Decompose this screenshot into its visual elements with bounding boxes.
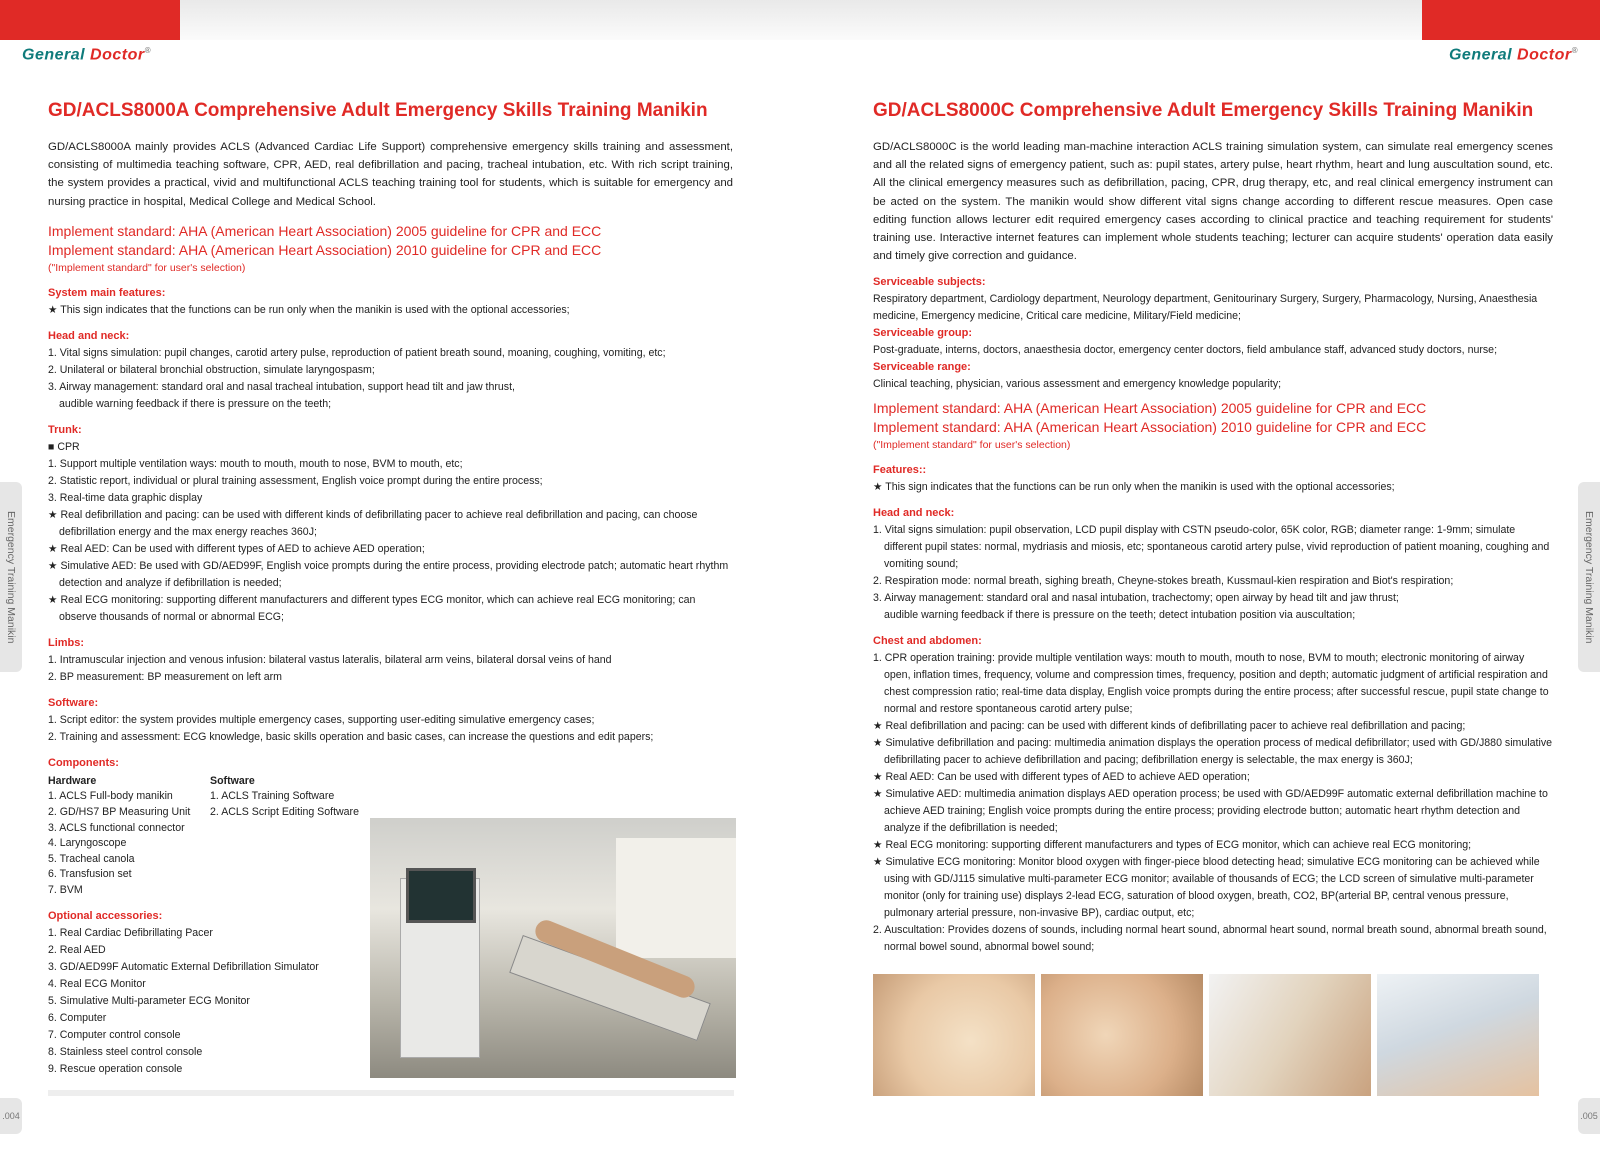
list-item: ★ This sign indicates that the functions can be run only when the manikin is used with the optional accessories; [48,303,570,316]
procedure-photo-strip [873,974,1539,1096]
section-heading: Head and neck: [48,329,130,342]
top-red-bar-left [0,0,180,40]
list-item: 1. ACLS Training Software [210,790,335,803]
section-heading: Trunk: [48,423,82,436]
list-item: ★ Simulative defibrillation and pacing: multimedia animation displays the operation process of medical defibrillator; used with GD/J880 simulative defibrillating pacer to achieve defibrillation and pacing; defibrillation energy is selectable, the max energy is 360J; [873,737,1553,767]
list-item: ★ Real AED: Can be used with different types of AED to achieve AED operation; [48,542,425,555]
logo-reg: ® [1571,46,1578,55]
list-item: Respiratory department, Cardiology department, Neurology department, Genitourinary Surgery, Surgery, Pharmacology, Nursing, Anaesthesia medicine, Emergency medicine, Critical care medicine, Military/Field medicine; [873,293,1538,323]
list-item: 2. Statistic report, individual or plural training assessment, English voice prompt during the entire process; [48,474,543,487]
section-heading: Serviceable subjects: [873,276,986,289]
manikin-training-photo [370,818,736,1078]
top-red-bar-right [1422,0,1600,40]
list-item: 1. CPR operation training: provide multiple ventilation ways: mouth to mouth, mouth to nose, BVM to mouth; electronic monitoring of airway open, inflation times, frequency, volume and compression times, frequency, position and depth; automatic judgment of artificial respiration and chest compression ratio; real-time data display, English voice prompts during the entire process; after successful rescue, pupil state change to normal and restore spontaneous carotid artery pulse; [873,652,1549,716]
section-heading: Features:: [873,464,927,477]
photo-wall [616,838,736,958]
list-item: 8. Stainless steel control console [48,1045,203,1058]
logo-general: General [1448,46,1513,64]
cpr-compression-photo [1041,974,1203,1096]
list-item: 1. Script editor: the system provides multiple emergency cases, supporting user-editing simulative emergency cases; [48,713,595,726]
list-item: 2. Respiration mode: normal breath, sighing breath, Cheyne-stokes breath, Kussmaul-kien respiration and Biot's respiration; [873,575,1454,588]
list-item: ★ Real AED: Can be used with different types of AED to achieve AED operation; [873,771,1250,784]
list-item: 3. ACLS functional connector [48,821,185,834]
list-item: 2. GD/HS7 BP Measuring Unit [48,806,191,818]
implement-standard-2010: Implement standard: AHA (American Heart Association) 2010 guideline for CPR and ECC [48,241,602,258]
page-title: GD/ACLS8000A Comprehensive Adult Emergency Skills Training Manikin [48,100,708,121]
list-item: ★ Real defibrillation and pacing: can be used with different kinds of defibrillating pacer to achieve real defibrillation and pacing, can choose defibrillation energy and the max energy reaches 360J; [48,508,698,538]
list-item: 1. ACLS Full-body manikin [48,790,173,803]
list-item: 1. Support multiple ventilation ways: mouth to mouth, mouth to nose, BVM to mouth, etc; [48,457,463,470]
standard-note: ("Implement standard" for user's selection) [48,261,246,274]
intro-paragraph: GD/ACLS8000A mainly provides ACLS (Advanced Cardiac Life Support) comprehensive emergency skills training and assessment, consisting of multimedia teaching software, CPR, AED, real defibrillation and pacing, tracheal intubation, etc. With rich script training, the system provides a practical, vivid and multifunctional ACLS teaching training tool for students, which is suitable for emergency and nursing practice in hospital, Medical College and Medical School. [48,141,733,208]
list-item: 4. Real ECG Monitor [48,977,146,990]
right-page [873,100,1553,956]
list-item: 3. GD/AED99F Automatic External Defibrillation Simulator [48,960,319,973]
logo-reg: ® [144,46,152,55]
list-item: 1. Vital signs simulation: pupil changes, carotid artery pulse, reproduction of patient breath sound, moaning, coughing, vomiting, etc; [48,346,666,359]
list-item: 7. Computer control console [48,1028,181,1041]
page-number-left: .004 [0,1098,22,1134]
section-heading: Components: [48,756,119,769]
intubation-photo [1377,974,1539,1096]
section-heading: System main features: [48,286,166,299]
page-title: GD/ACLS8000C Comprehensive Adult Emergency Skills Training Manikin [873,100,1534,121]
list-item: Clinical teaching, physician, various assessment and emergency knowledge popularity; [873,378,1282,391]
list-item: 2. Auscultation: Provides dozens of sounds, including normal heart sound, abnormal heart sound, normal breath sound, abnormal breath sound, normal bowel sound, abnormal bowel sound; [873,924,1547,954]
photo-monitor [406,868,476,923]
standard-note: ("Implement standard" for user's selection) [873,439,1071,452]
implement-standard-2005: Implement standard: AHA (American Heart Association) 2005 guideline for CPR and ECC [48,222,602,239]
list-item: 1. Intramuscular injection and venous infusion: bilateral vastus lateralis, bilateral arm veins, bilateral dorsal veins of hand [48,653,612,666]
list-item: 2. BP measurement: BP measurement on left arm [48,670,282,683]
list-item: ■ CPR [48,440,80,453]
bottom-divider [48,1090,734,1096]
list-item: ★ Simulative ECG monitoring: Monitor blood oxygen with finger-piece blood detecting head; simulative ECG monitoring can be achieved while using with GD/J115 simulative multi-parameter ECG monitor; available of thousands of ECG; the LCD screen of simulative multi-parameter monitor (only for training use) displays 2-lead ECG, saturation of blood oxygen, breath, CO2, BP(arterial BP, central venous pressure, pulmonary arterial pressure, non-invasive BP), cardiac output, etc; [873,856,1540,920]
logo-doctor: Doctor [1517,46,1572,64]
side-tab-left: Emergency Training Manikin [0,482,22,672]
hardware-column [48,774,210,899]
software-column [210,774,359,899]
side-tab-right: Emergency Training Manikin [1578,482,1600,672]
section-heading: Serviceable group: [873,327,973,340]
list-item: 5. Simulative Multi-parameter ECG Monitor [48,994,250,1007]
software-heading: Software [210,774,255,787]
list-item: audible warning feedback if there is pressure on the teeth; detect intubation position via auscultation; [884,609,1356,622]
section-heading: Limbs: [48,636,85,649]
list-item: 6. Transfusion set [48,868,132,881]
list-item: ★ Real ECG monitoring: supporting different manufacturers and different types ECG monitor, which can achieve real ECG monitoring; can observe thousands of normal or abnormal ECG; [48,593,696,623]
list-item: 2. Unilateral or bilateral bronchial obstruction, simulate laryngospasm; [48,363,375,376]
list-item: 2. ACLS Script Editing Software [210,806,359,818]
brand-logo-left [22,46,151,64]
list-item: 7. BVM [48,883,83,896]
logo-doctor: Doctor [90,46,145,64]
page-number-right: .005 [1578,1098,1600,1134]
section-heading: Head and neck: [873,507,955,520]
list-item: 3. Airway management: standard oral and nasal tracheal intubation, support head tilt and jaw thrust, [48,380,515,393]
list-item: 5. Tracheal canola [48,852,135,865]
logo-general: General [22,46,86,64]
auscultation-photo [873,974,1035,1096]
hardware-heading: Hardware [48,774,97,787]
list-item: ★ Simulative AED: multimedia animation displays AED operation process; be used with GD/AED99F automatic external defibrillation machine to achieve AED training; English voice prompts during the entire process; providing electrode button; automatic heart rhythm detection and analyze if the defibrillation is needed; [873,788,1548,835]
list-item: audible warning feedback if there is pressure on the teeth; [59,397,332,410]
list-item: ★ Real ECG monitoring: supporting different manufacturers and types of ECG monitor, which can achieve real ECG monitoring; [873,839,1472,852]
list-item: ★ Simulative AED: Be used with GD/AED99F, English voice prompts during the entire process, providing electrode patch; automatic heart rhythm detection and analyze if defibrillation is needed; [48,559,729,589]
defibrillation-photo [1209,974,1371,1096]
intro-paragraph: GD/ACLS8000C is the world leading man-machine interaction ACLS training simulation system, can simulate real emergency scenes and all the related signs of emergency patient, such as: pupil states, artery pulse, heart rhythm, heart and lung auscultation sound, etc. All the clinical emergency measures such as defibrillation, pacing, CPR, drug therapy, etc, and real clinical emergency instrument can be acted on the system. The manikin would show different vital signs change according to different rescue measures. Open case editing function allows lecturer edit required emergency cases according to clinical practice and teaching requirement for students' training use. Interactive internet features can implement whole students teaching; lecturer can acquire students' operation data easily and timely give correction and guidance. [873,141,1553,263]
list-item: 3. Real-time data graphic display [48,491,203,504]
list-item: 1. Vital signs simulation: pupil observation, LCD pupil display with CSTN pseudo-color, 65K color, RGB; diameter range: 1-9mm; simulate different pupil states: normal, mydriasis and miosis, etc; spontaneous carotid artery pulse, vivid reproduction of patient moaning, coughing and vomiting sound; [873,524,1550,571]
implement-standard-2005: Implement standard: AHA (American Heart Association) 2005 guideline for CPR and ECC [873,400,1427,417]
list-item: Post-graduate, interns, doctors, anaesthesia doctor, emergency center doctors, field ambulance staff, advanced study doctors, nurse; [873,344,1498,357]
section-heading: Software: [48,696,99,709]
list-item: ★ This sign indicates that the functions can be run only when the manikin is used with the optional accessories; [873,481,1395,494]
list-item: 2. Real AED [48,943,106,956]
list-item: 3. Airway management: standard oral and nasal intubation, trachectomy; open airway by head tilt and jaw thrust; [873,592,1399,605]
brand-logo-right [1449,46,1578,64]
section-heading: Optional accessories: [48,909,163,922]
list-item: 1. Real Cardiac Defibrillating Pacer [48,926,213,939]
list-item: 4. Laryngoscope [48,837,127,850]
section-heading: Chest and abdomen: [873,635,982,648]
list-item: ★ Real defibrillation and pacing: can be used with different kinds of defibrillating pacer to achieve real defibrillation and pacing; [873,720,1466,733]
top-grey-bar [180,0,1422,40]
left-page [48,100,733,1078]
list-item: 2. Training and assessment: ECG knowledge, basic skills operation and basic cases, can increase the questions and edit papers; [48,730,654,743]
list-item: 9. Rescue operation console [48,1062,183,1075]
implement-standard-2010: Implement standard: AHA (American Heart Association) 2010 guideline for CPR and ECC [873,419,1427,436]
list-item: 6. Computer [48,1011,107,1024]
section-heading: Serviceable range: [873,361,971,374]
